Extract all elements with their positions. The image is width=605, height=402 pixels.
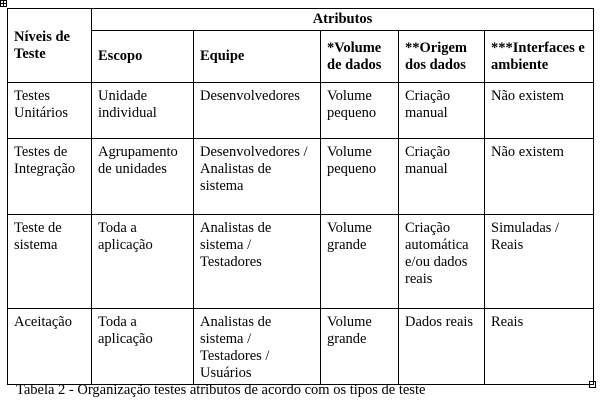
attributes-table — [7, 8, 594, 385]
table-caption: Tabela 2 - Organização testes atributos de acordo com os tipos de teste — [16, 382, 426, 398]
cell-interfaces: Não existem — [485, 139, 594, 215]
cell-origem: Criação automática e/ou dados reais — [399, 215, 485, 309]
cell-volume: Volume grande — [321, 309, 399, 385]
cell-escopo: Toda a aplicação — [92, 215, 194, 309]
cell-level: Testes de Integração — [8, 139, 92, 215]
cell-interfaces: Reais — [485, 309, 594, 385]
cell-origem: Criação manual — [399, 139, 485, 215]
cell-interfaces: Simuladas / Reais — [485, 215, 594, 309]
cell-level: Testes Unitários — [8, 83, 92, 139]
cell-volume: Volume pequeno — [321, 139, 399, 215]
cell-interfaces: Não existem — [485, 83, 594, 139]
table-header-row — [8, 9, 594, 31]
table-row — [8, 139, 594, 215]
cell-origem: Criação manual — [399, 83, 485, 139]
cell-volume: Volume grande — [321, 215, 399, 309]
column-header-interfaces: ***Interfaces e ambiente — [485, 31, 594, 83]
column-header-origem: **Origem dos dados — [399, 31, 485, 83]
cell-equipe: Desenvolvedores / Analistas de sistema — [194, 139, 321, 215]
table-row — [8, 215, 594, 309]
table-row — [8, 309, 594, 385]
cell-equipe: Analistas de sistema / Testadores / Usuários — [194, 309, 321, 385]
column-header-volume: *Volume de dados — [321, 31, 399, 83]
cell-escopo: Toda a aplicação — [92, 309, 194, 385]
cell-escopo: Unidade individual — [92, 83, 194, 139]
cell-equipe: Desenvolvedores — [194, 83, 321, 139]
cell-origem: Dados reais — [399, 309, 485, 385]
cell-volume: Volume pequeno — [321, 83, 399, 139]
cell-level: Teste de sistema — [8, 215, 92, 309]
table-move-handle[interactable] — [0, 0, 7, 7]
column-header-equipe: Equipe — [194, 31, 321, 83]
cell-equipe: Analistas de sistema / Testadores — [194, 215, 321, 309]
cell-escopo: Agrupamento de unidades — [92, 139, 194, 215]
levels-header: Níveis de Teste — [8, 9, 92, 83]
cell-level: Aceitação — [8, 309, 92, 385]
table-row — [8, 83, 594, 139]
attributes-group-header: Atributos — [92, 9, 594, 31]
table-subheader-row — [8, 31, 594, 83]
column-header-escopo: Escopo — [92, 31, 194, 83]
